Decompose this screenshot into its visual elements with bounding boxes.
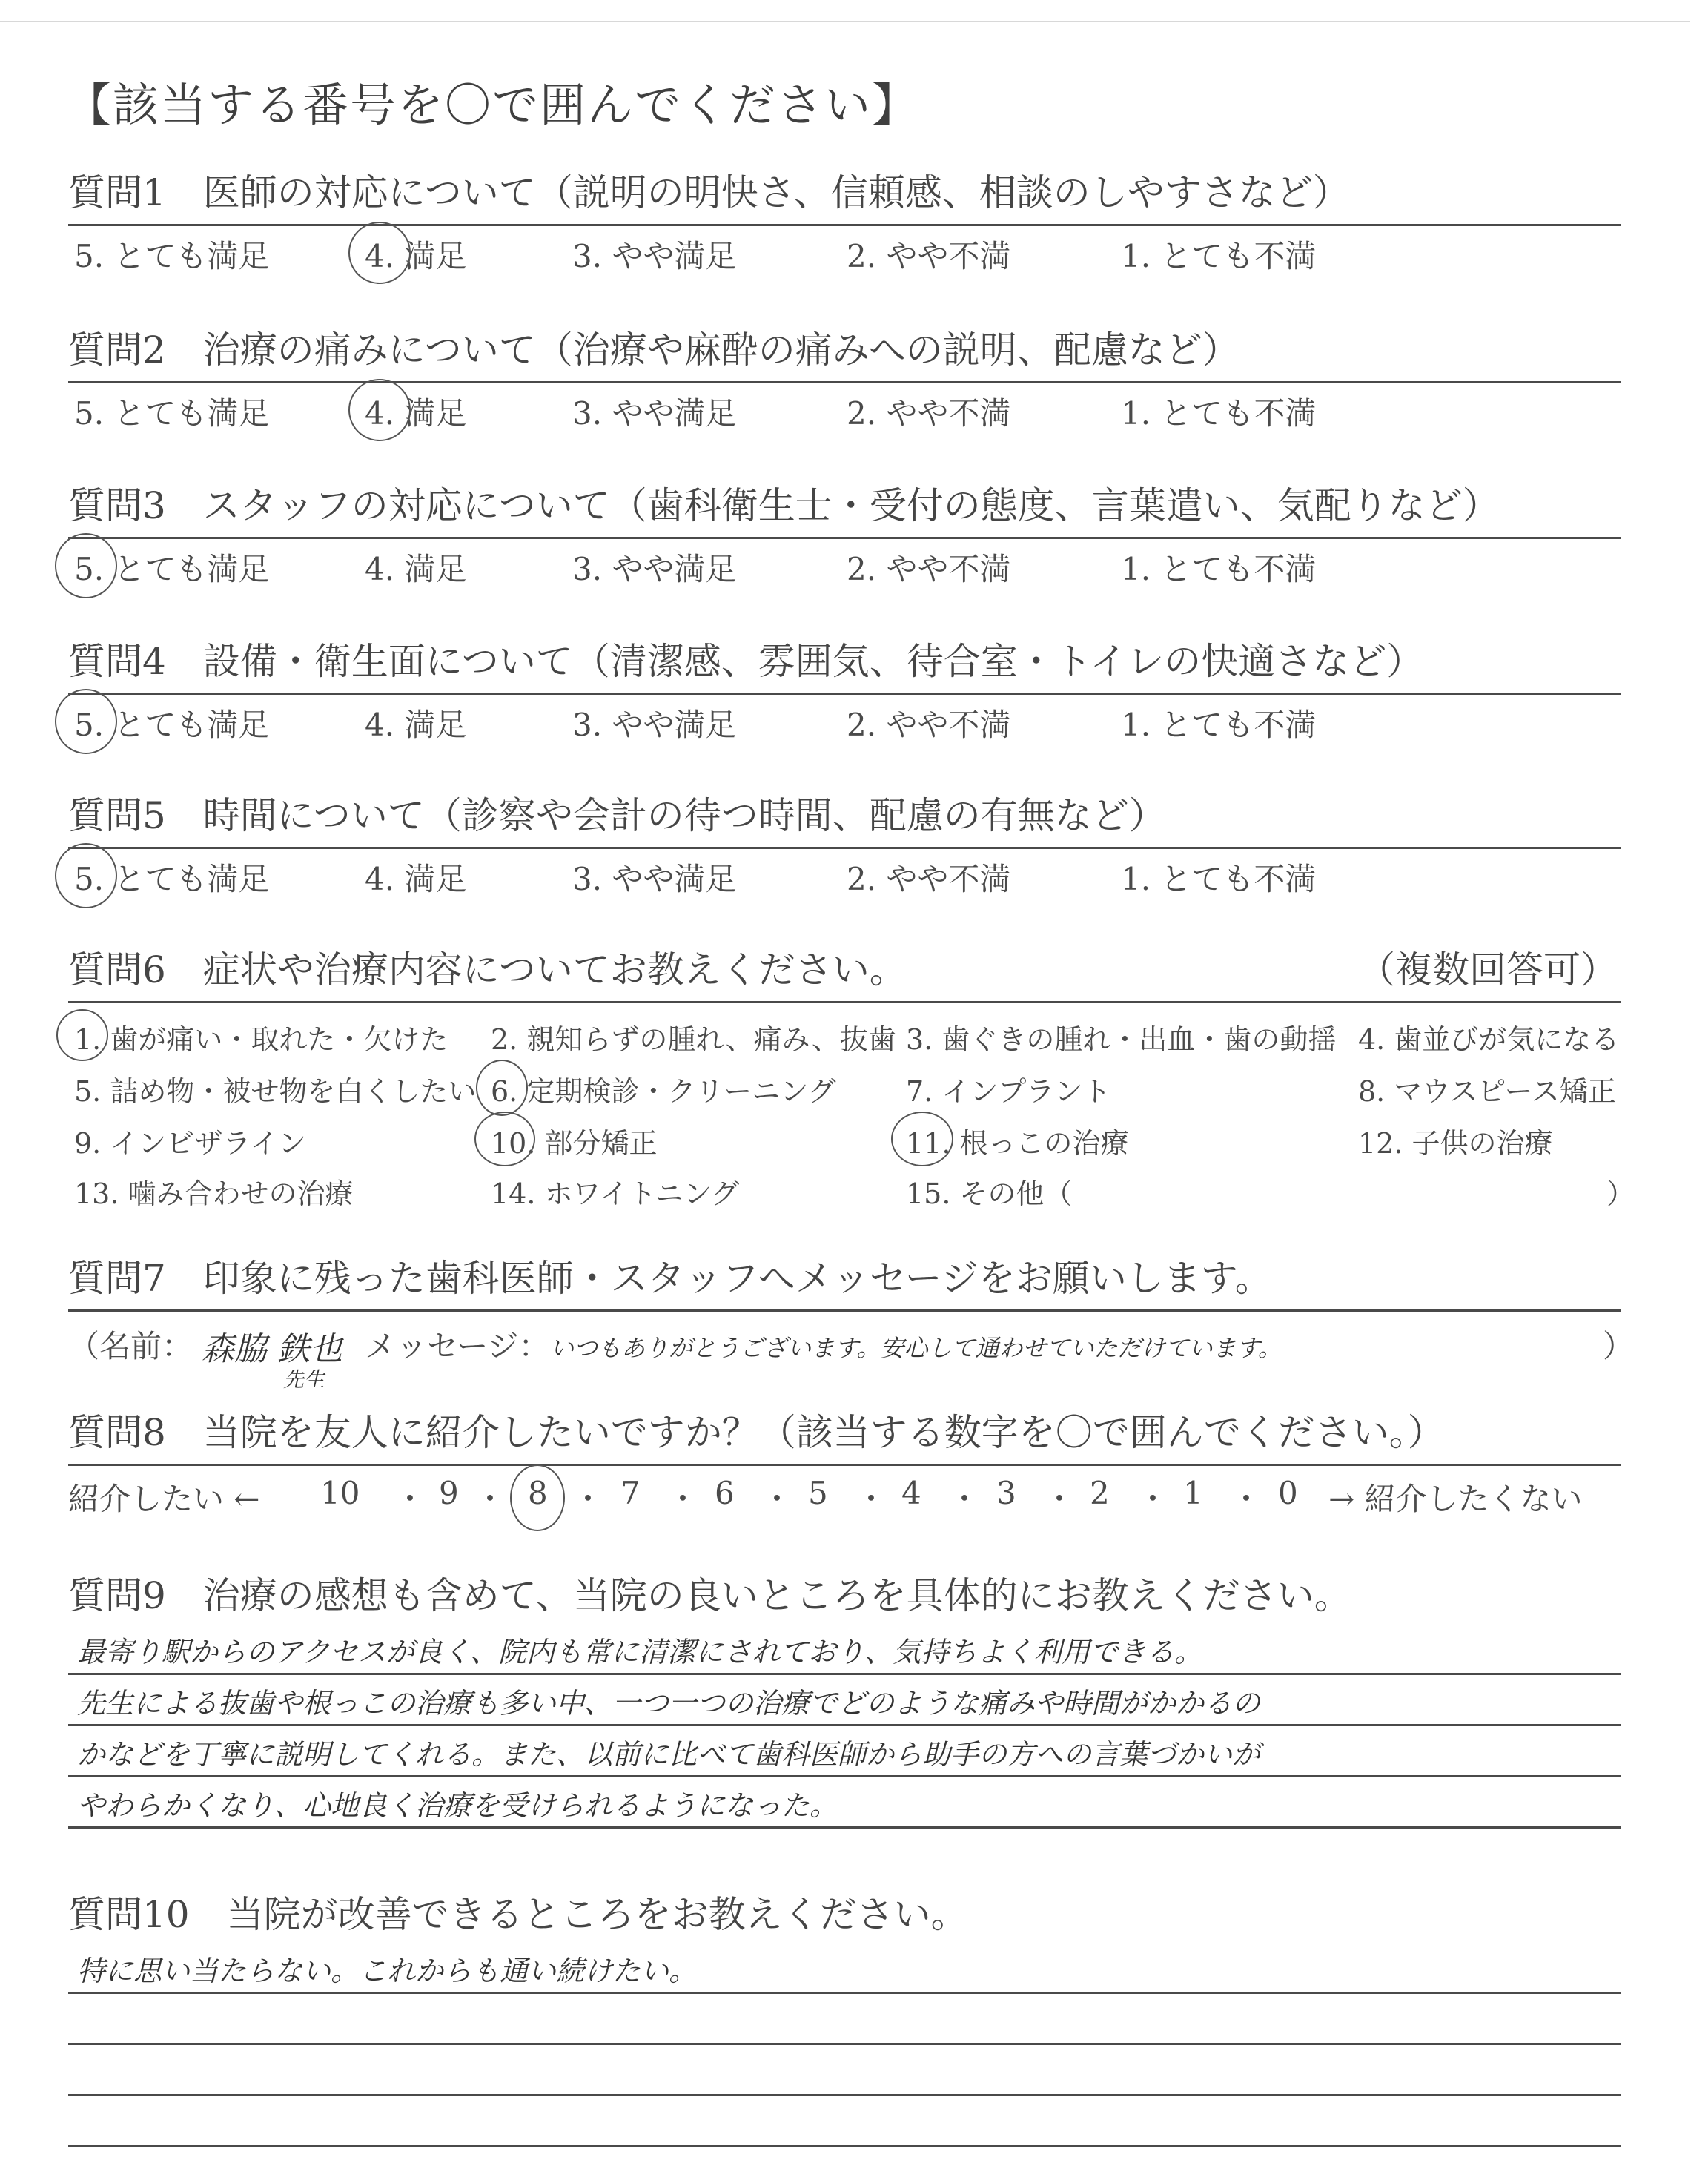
scale-3[interactable]: 3 — [996, 1475, 1016, 1511]
question-8 — [68, 1409, 1625, 1527]
answer-line[interactable] — [68, 1943, 1621, 1994]
symptom-option-8[interactable]: 8. マウスピース矯正 — [1358, 1075, 1616, 1108]
scale-sep: ・ — [855, 1481, 887, 1517]
name-value[interactable]: 森脇 鉄也 — [202, 1330, 342, 1368]
question-title: 質問4 設備・衛生面について（清潔感、雰囲気、待合室・トイレの快適さなど） — [68, 640, 1424, 683]
scale-sep: ・ — [394, 1481, 426, 1517]
question-6 — [68, 946, 1635, 1232]
symptom-option-5[interactable]: 5. 詰め物・被せ物を白くしたい — [74, 1075, 477, 1108]
question-title: 質問9 治療の感想も含めて、当院の良いところを具体的にお教えください。 — [68, 1574, 1351, 1617]
divider — [68, 1001, 1621, 1003]
scale-2[interactable]: 2 — [1090, 1475, 1110, 1511]
answer-line[interactable] — [68, 2045, 1621, 2096]
option-3[interactable]: 3. やや満足 — [572, 395, 737, 432]
symptom-option-2[interactable]: 2. 親知らずの腫れ、痛み、抜歯 — [491, 1023, 896, 1056]
multiple-answer-note: （複数回答可） — [1358, 948, 1618, 991]
scale-sep: ・ — [1231, 1481, 1262, 1517]
symptom-option-11[interactable]: 11. 根っこの治療 — [906, 1127, 1129, 1160]
other-close-paren: ） — [1606, 1178, 1635, 1210]
option-4[interactable]: 4. 満足 — [365, 395, 467, 432]
option-4[interactable]: 4. 満足 — [365, 551, 467, 587]
question-4 — [68, 638, 1625, 745]
scale-right-label: → 紹介したくない — [1328, 1481, 1583, 1517]
option-1[interactable]: 1. とても不満 — [1121, 395, 1317, 432]
option-3[interactable]: 3. やや満足 — [572, 861, 737, 897]
name-suffix: 先生 — [283, 1367, 325, 1392]
scale-sep: ・ — [949, 1481, 981, 1517]
symptom-option-12[interactable]: 12. 子供の治療 — [1358, 1127, 1553, 1160]
option-5[interactable]: 5. とても満足 — [74, 551, 270, 587]
option-2[interactable]: 2. やや不満 — [847, 707, 1011, 743]
option-3[interactable]: 3. やや満足 — [572, 551, 737, 587]
symptom-option-1[interactable]: 1. 歯が痛い・取れた・欠けた — [74, 1023, 448, 1056]
rating-options — [68, 545, 1625, 589]
option-2[interactable]: 2. やや不満 — [847, 238, 1011, 274]
scale-6[interactable]: 6 — [715, 1475, 735, 1511]
option-5[interactable]: 5. とても満足 — [74, 238, 270, 274]
question-3 — [68, 482, 1625, 589]
answer-text: やわらかくなり、心地良く治療を受けられるようになった。 — [77, 1789, 838, 1822]
answer-text: かなどを丁寧に説明してくれる。また、以前に比べて歯科医師から助手の方への言葉づかいが — [77, 1738, 1261, 1771]
scale-sep: ・ — [1044, 1481, 1076, 1517]
symptom-option-3[interactable]: 3. 歯ぐきの腫れ・出血・歯の動揺 — [906, 1023, 1337, 1056]
question-5 — [68, 792, 1625, 899]
question-9 — [68, 1572, 1625, 1829]
option-4[interactable]: 4. 満足 — [365, 861, 467, 897]
scale-7[interactable]: 7 — [620, 1475, 640, 1511]
scale-sep: ・ — [761, 1481, 793, 1517]
scale-5[interactable]: 5 — [808, 1475, 828, 1511]
option-3[interactable]: 3. やや満足 — [572, 707, 737, 743]
rating-options — [68, 701, 1625, 745]
symptom-option-7[interactable]: 7. インプラント — [906, 1075, 1111, 1108]
symptom-option-15[interactable]: 15. その他（ — [906, 1178, 1073, 1210]
scale-left-label: 紹介したい ← — [68, 1481, 260, 1517]
answer-text: 最寄り駅からのアクセスが良く、院内も常に清潔にされており、気持ちよく利用できる。 — [77, 1636, 1203, 1668]
symptom-option-10[interactable]: 10. 部分矯正 — [491, 1127, 658, 1160]
rating-options — [68, 389, 1625, 434]
option-5[interactable]: 5. とても満足 — [74, 861, 270, 897]
question-title: 質問2 治療の痛みについて（治療や麻酔の痛みへの説明、配慮など） — [68, 328, 1239, 371]
question-7 — [68, 1255, 1635, 1392]
scale-4[interactable]: 4 — [901, 1475, 921, 1511]
option-2[interactable]: 2. やや不満 — [847, 861, 1011, 897]
option-1[interactable]: 1. とても不満 — [1121, 551, 1317, 587]
question-10 — [68, 1891, 1625, 2147]
answer-line[interactable] — [68, 1675, 1621, 1726]
scale-sep: ・ — [1137, 1481, 1169, 1517]
answer-text: 特に思い当たらない。これからも通い続けたい。 — [77, 1955, 698, 1987]
scale-9[interactable]: 9 — [439, 1475, 459, 1511]
scale-sep: ・ — [572, 1481, 604, 1517]
divider — [68, 1464, 1621, 1466]
scale-10[interactable]: 10 — [320, 1475, 360, 1511]
divider — [68, 537, 1621, 539]
answer-lines — [68, 1624, 1625, 1829]
question-1 — [68, 169, 1625, 277]
question-title: 質問1 医師の対応について（説明の明快さ、信頼感、相談のしやすさなど） — [68, 171, 1350, 214]
name-label: （名前： — [68, 1328, 193, 1364]
question-title: 質問7 印象に残った歯科医師・スタッフへメッセージをお願いします。 — [68, 1257, 1272, 1300]
symptom-option-14[interactable]: 14. ホワイトニング — [491, 1178, 740, 1210]
answer-line[interactable] — [68, 1777, 1621, 1829]
page-title: 【該当する番号を〇で囲んでください】 — [65, 78, 920, 132]
answer-text: 先生による抜歯や根っこの治療も多い中、一つ一つの治療でどのような痛みや時間がかかるの — [77, 1687, 1261, 1720]
option-1[interactable]: 1. とても不満 — [1121, 238, 1317, 274]
question-title — [68, 946, 1625, 994]
answer-line[interactable] — [68, 1994, 1621, 2045]
symptom-options — [68, 1009, 1635, 1232]
symptom-option-13[interactable]: 13. 噛み合わせの治療 — [74, 1178, 354, 1210]
top-divider — [0, 21, 1690, 22]
rating-options — [68, 855, 1625, 899]
option-5[interactable]: 5. とても満足 — [74, 395, 270, 432]
option-1[interactable]: 1. とても不満 — [1121, 861, 1317, 897]
answer-line[interactable] — [68, 1726, 1621, 1777]
symptom-option-4[interactable]: 4. 歯並びが気になる — [1358, 1023, 1620, 1056]
message-label: メッセージ： — [365, 1328, 550, 1364]
message-value[interactable]: いつもありがとうございます。安心して通わせていただけています。 — [550, 1334, 1282, 1362]
question-title: 質問8 当院を友人に紹介したいですか？（該当する数字を〇で囲んでください。） — [68, 1411, 1445, 1454]
option-4[interactable]: 4. 満足 — [365, 238, 467, 274]
divider — [68, 693, 1621, 695]
question-title: 質問3 スタッフの対応について（歯科衛生士・受付の態度、言葉遣い、気配りなど） — [68, 484, 1500, 527]
question-title: 質問10 当院が改善できるところをお教えください。 — [68, 1893, 968, 1936]
option-1[interactable]: 1. とても不満 — [1121, 707, 1317, 743]
option-5[interactable]: 5. とても満足 — [74, 707, 270, 743]
scale-1[interactable]: 1 — [1183, 1475, 1203, 1511]
option-2[interactable]: 2. やや不満 — [847, 551, 1011, 587]
message-row — [68, 1318, 1635, 1392]
option-3[interactable]: 3. やや満足 — [572, 238, 737, 274]
scale-sep: ・ — [474, 1481, 506, 1517]
option-2[interactable]: 2. やや不満 — [847, 395, 1011, 432]
divider — [68, 224, 1621, 226]
rating-options — [68, 232, 1625, 277]
divider — [68, 381, 1621, 383]
scale-sep: ・ — [667, 1481, 699, 1517]
question-title-text: 質問6 症状や治療内容についてお教えください。 — [68, 948, 907, 991]
divider — [68, 847, 1621, 849]
option-4[interactable]: 4. 満足 — [365, 707, 467, 743]
symptom-option-6[interactable]: 6. 定期検診・クリーニング — [491, 1075, 836, 1108]
symptom-option-9[interactable]: 9. インビザライン — [74, 1127, 307, 1160]
question-title: 質問5 時間について（診察や会計の待つ時間、配慮の有無など） — [68, 794, 1166, 837]
divider — [68, 1309, 1621, 1312]
message-close-paren: ） — [1603, 1328, 1635, 1364]
answer-lines — [68, 1943, 1625, 2147]
question-2 — [68, 326, 1625, 434]
scale-8[interactable]: 8 — [528, 1475, 548, 1511]
scale-0[interactable]: 0 — [1278, 1475, 1298, 1511]
answer-line[interactable] — [68, 1624, 1621, 1675]
recommend-scale — [68, 1475, 1625, 1527]
answer-line[interactable] — [68, 2096, 1621, 2147]
